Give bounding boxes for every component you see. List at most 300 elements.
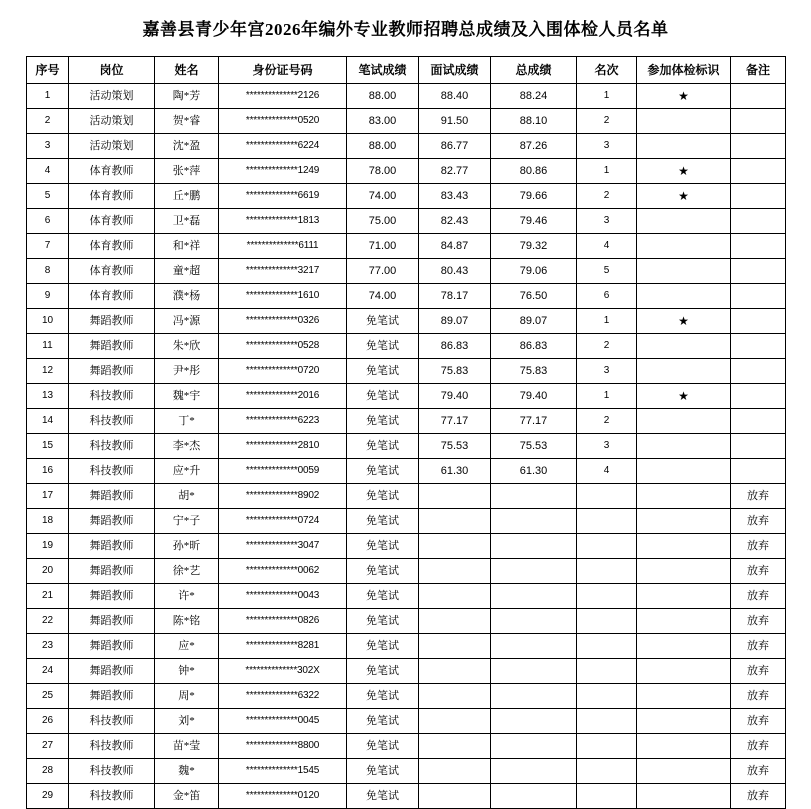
cell-remark: 放弃: [731, 784, 786, 809]
cell-interview-score: [419, 509, 491, 534]
cell-post: 舞蹈教师: [69, 684, 155, 709]
cell-written-score: 免笔试: [347, 609, 419, 634]
cell-remark: [731, 259, 786, 284]
cell-name: 钟*: [155, 659, 219, 684]
cell-seq: 22: [27, 609, 69, 634]
cell-id-number: **************8902: [219, 484, 347, 509]
cell-name: 宁*子: [155, 509, 219, 534]
cell-name: 徐*艺: [155, 559, 219, 584]
cell-remark: [731, 159, 786, 184]
cell-interview-score: [419, 659, 491, 684]
cell-post: 舞蹈教师: [69, 509, 155, 534]
table-header-row: [27, 57, 786, 84]
cell-rank: [577, 759, 637, 784]
column-header-remark: 备注: [731, 57, 786, 84]
cell-total-score: [491, 634, 577, 659]
cell-name: 尹*彤: [155, 359, 219, 384]
cell-seq: 20: [27, 559, 69, 584]
cell-medical-mark: [637, 459, 731, 484]
cell-interview-score: 88.40: [419, 84, 491, 109]
cell-name: 陈*铭: [155, 609, 219, 634]
cell-rank: [577, 534, 637, 559]
cell-post: 科技教师: [69, 409, 155, 434]
cell-seq: 5: [27, 184, 69, 209]
cell-rank: [577, 584, 637, 609]
cell-written-score: 88.00: [347, 134, 419, 159]
cell-seq: 6: [27, 209, 69, 234]
cell-written-score: 免笔试: [347, 359, 419, 384]
cell-medical-mark: [637, 109, 731, 134]
cell-remark: [731, 384, 786, 409]
cell-rank: [577, 659, 637, 684]
cell-seq: 4: [27, 159, 69, 184]
cell-interview-score: [419, 634, 491, 659]
cell-name: 周*: [155, 684, 219, 709]
cell-id-number: **************1545: [219, 759, 347, 784]
cell-id-number: **************302X: [219, 659, 347, 684]
cell-remark: 放弃: [731, 759, 786, 784]
cell-written-score: 免笔试: [347, 659, 419, 684]
cell-written-score: 免笔试: [347, 559, 419, 584]
cell-id-number: **************3047: [219, 534, 347, 559]
cell-written-score: 免笔试: [347, 734, 419, 759]
cell-written-score: 免笔试: [347, 459, 419, 484]
cell-seq: 26: [27, 709, 69, 734]
cell-interview-score: 80.43: [419, 259, 491, 284]
table-row: [27, 334, 786, 359]
cell-name: 童*超: [155, 259, 219, 284]
cell-seq: 25: [27, 684, 69, 709]
cell-total-score: [491, 734, 577, 759]
cell-rank: 1: [577, 84, 637, 109]
cell-name: 魏*宇: [155, 384, 219, 409]
table-row: [27, 409, 786, 434]
cell-interview-score: 86.83: [419, 334, 491, 359]
cell-total-score: 79.66: [491, 184, 577, 209]
cell-remark: [731, 359, 786, 384]
cell-interview-score: [419, 534, 491, 559]
cell-written-score: 免笔试: [347, 434, 419, 459]
column-header-post: 岗位: [69, 57, 155, 84]
table-row: [27, 659, 786, 684]
cell-post: 活动策划: [69, 109, 155, 134]
cell-total-score: [491, 584, 577, 609]
table-row: [27, 559, 786, 584]
table-row: [27, 634, 786, 659]
cell-written-score: 免笔试: [347, 784, 419, 809]
cell-post: 体育教师: [69, 209, 155, 234]
cell-name: 陶*芳: [155, 84, 219, 109]
cell-seq: 13: [27, 384, 69, 409]
cell-post: 舞蹈教师: [69, 534, 155, 559]
table-row: [27, 309, 786, 334]
cell-remark: 放弃: [731, 509, 786, 534]
table-row: [27, 84, 786, 109]
cell-id-number: **************2126: [219, 84, 347, 109]
cell-remark: [731, 459, 786, 484]
cell-written-score: 免笔试: [347, 334, 419, 359]
cell-post: 科技教师: [69, 734, 155, 759]
cell-medical-mark: ★: [637, 384, 731, 409]
cell-medical-mark: [637, 784, 731, 809]
cell-rank: 5: [577, 259, 637, 284]
cell-name: 丘*鹏: [155, 184, 219, 209]
cell-written-score: 免笔试: [347, 534, 419, 559]
cell-medical-mark: [637, 634, 731, 659]
table-row: [27, 109, 786, 134]
cell-rank: [577, 734, 637, 759]
cell-total-score: 75.83: [491, 359, 577, 384]
cell-rank: 3: [577, 134, 637, 159]
cell-name: 李*杰: [155, 434, 219, 459]
cell-post: 舞蹈教师: [69, 584, 155, 609]
cell-total-score: 88.10: [491, 109, 577, 134]
cell-medical-mark: [637, 409, 731, 434]
cell-seq: 18: [27, 509, 69, 534]
cell-interview-score: [419, 609, 491, 634]
cell-medical-mark: [637, 734, 731, 759]
cell-total-score: 79.46: [491, 209, 577, 234]
cell-seq: 7: [27, 234, 69, 259]
cell-medical-mark: [637, 534, 731, 559]
cell-total-score: 89.07: [491, 309, 577, 334]
table-row: [27, 384, 786, 409]
cell-remark: [731, 209, 786, 234]
table-row: [27, 484, 786, 509]
cell-medical-mark: [637, 559, 731, 584]
cell-id-number: **************0120: [219, 784, 347, 809]
cell-remark: 放弃: [731, 709, 786, 734]
cell-rank: 1: [577, 309, 637, 334]
cell-seq: 14: [27, 409, 69, 434]
cell-remark: [731, 234, 786, 259]
cell-written-score: 免笔试: [347, 409, 419, 434]
cell-id-number: **************1813: [219, 209, 347, 234]
cell-post: 科技教师: [69, 709, 155, 734]
cell-total-score: [491, 709, 577, 734]
cell-post: 体育教师: [69, 234, 155, 259]
cell-seq: 9: [27, 284, 69, 309]
cell-seq: 16: [27, 459, 69, 484]
cell-rank: [577, 509, 637, 534]
cell-post: 舞蹈教师: [69, 309, 155, 334]
cell-written-score: 免笔试: [347, 759, 419, 784]
cell-name: 丁*: [155, 409, 219, 434]
table-row: [27, 459, 786, 484]
cell-post: 体育教师: [69, 284, 155, 309]
cell-interview-score: [419, 784, 491, 809]
cell-interview-score: 89.07: [419, 309, 491, 334]
cell-remark: 放弃: [731, 609, 786, 634]
table-row: [27, 234, 786, 259]
cell-total-score: [491, 684, 577, 709]
cell-interview-score: [419, 684, 491, 709]
cell-written-score: 74.00: [347, 184, 419, 209]
table-row: [27, 434, 786, 459]
cell-post: 活动策划: [69, 134, 155, 159]
cell-total-score: 79.32: [491, 234, 577, 259]
cell-medical-mark: ★: [637, 184, 731, 209]
cell-id-number: **************2016: [219, 384, 347, 409]
cell-rank: [577, 559, 637, 584]
cell-post: 科技教师: [69, 459, 155, 484]
cell-name: 沈*盈: [155, 134, 219, 159]
cell-rank: 2: [577, 334, 637, 359]
cell-remark: [731, 134, 786, 159]
cell-medical-mark: [637, 134, 731, 159]
cell-written-score: 71.00: [347, 234, 419, 259]
cell-medical-mark: ★: [637, 84, 731, 109]
cell-rank: 3: [577, 359, 637, 384]
cell-name: 朱*欣: [155, 334, 219, 359]
column-header-rank: 名次: [577, 57, 637, 84]
cell-name: 孙*昕: [155, 534, 219, 559]
cell-id-number: **************0724: [219, 509, 347, 534]
cell-interview-score: 82.77: [419, 159, 491, 184]
cell-id-number: **************1249: [219, 159, 347, 184]
cell-total-score: [491, 759, 577, 784]
cell-seq: 24: [27, 659, 69, 684]
column-header-written: 笔试成绩: [347, 57, 419, 84]
cell-medical-mark: [637, 609, 731, 634]
cell-seq: 2: [27, 109, 69, 134]
cell-medical-mark: [637, 484, 731, 509]
cell-written-score: 免笔试: [347, 309, 419, 334]
page-title: 嘉善县青少年宫2026年编外专业教师招聘总成绩及入围体检人员名单: [142, 20, 669, 39]
cell-written-score: 75.00: [347, 209, 419, 234]
cell-written-score: 免笔试: [347, 684, 419, 709]
cell-rank: 2: [577, 409, 637, 434]
cell-total-score: 76.50: [491, 284, 577, 309]
cell-rank: [577, 684, 637, 709]
cell-name: 胡*: [155, 484, 219, 509]
cell-remark: [731, 184, 786, 209]
cell-name: 卫*磊: [155, 209, 219, 234]
table-row: [27, 709, 786, 734]
cell-remark: 放弃: [731, 659, 786, 684]
cell-total-score: [491, 659, 577, 684]
table-row: [27, 159, 786, 184]
cell-seq: 19: [27, 534, 69, 559]
cell-written-score: 74.00: [347, 284, 419, 309]
cell-seq: 11: [27, 334, 69, 359]
cell-medical-mark: [637, 284, 731, 309]
table-row: [27, 684, 786, 709]
cell-seq: 29: [27, 784, 69, 809]
cell-remark: [731, 109, 786, 134]
cell-name: 冯*源: [155, 309, 219, 334]
column-header-name: 姓名: [155, 57, 219, 84]
cell-id-number: **************0062: [219, 559, 347, 584]
cell-written-score: 78.00: [347, 159, 419, 184]
cell-rank: [577, 634, 637, 659]
cell-name: 刘*: [155, 709, 219, 734]
cell-id-number: **************0045: [219, 709, 347, 734]
cell-post: 体育教师: [69, 184, 155, 209]
cell-medical-mark: [637, 684, 731, 709]
cell-remark: 放弃: [731, 684, 786, 709]
cell-total-score: 87.26: [491, 134, 577, 159]
cell-interview-score: 61.30: [419, 459, 491, 484]
cell-interview-score: 91.50: [419, 109, 491, 134]
cell-seq: 28: [27, 759, 69, 784]
cell-rank: 3: [577, 209, 637, 234]
cell-name: 应*升: [155, 459, 219, 484]
cell-written-score: 77.00: [347, 259, 419, 284]
cell-written-score: 免笔试: [347, 509, 419, 534]
table-row: [27, 209, 786, 234]
column-header-interview: 面试成绩: [419, 57, 491, 84]
cell-id-number: **************6111: [219, 234, 347, 259]
table-row: [27, 784, 786, 809]
cell-remark: [731, 334, 786, 359]
cell-seq: 3: [27, 134, 69, 159]
table-row: [27, 184, 786, 209]
cell-post: 舞蹈教师: [69, 659, 155, 684]
column-header-seq: 序号: [27, 57, 69, 84]
cell-interview-score: 86.77: [419, 134, 491, 159]
cell-seq: 10: [27, 309, 69, 334]
cell-medical-mark: [637, 759, 731, 784]
cell-rank: 1: [577, 384, 637, 409]
cell-remark: 放弃: [731, 534, 786, 559]
cell-id-number: **************0826: [219, 609, 347, 634]
cell-interview-score: 75.83: [419, 359, 491, 384]
cell-total-score: [491, 609, 577, 634]
cell-remark: [731, 409, 786, 434]
cell-medical-mark: [637, 209, 731, 234]
cell-post: 舞蹈教师: [69, 359, 155, 384]
cell-remark: [731, 434, 786, 459]
cell-name: 应*: [155, 634, 219, 659]
cell-post: 体育教师: [69, 259, 155, 284]
cell-total-score: [491, 559, 577, 584]
cell-interview-score: 84.87: [419, 234, 491, 259]
cell-total-score: 79.06: [491, 259, 577, 284]
table-row: [27, 534, 786, 559]
cell-post: 活动策划: [69, 84, 155, 109]
cell-post: 舞蹈教师: [69, 334, 155, 359]
cell-written-score: 免笔试: [347, 709, 419, 734]
cell-total-score: 88.24: [491, 84, 577, 109]
cell-id-number: **************0528: [219, 334, 347, 359]
cell-interview-score: [419, 734, 491, 759]
table-row: [27, 584, 786, 609]
cell-id-number: **************6322: [219, 684, 347, 709]
cell-id-number: **************0326: [219, 309, 347, 334]
cell-id-number: **************3217: [219, 259, 347, 284]
cell-post: 科技教师: [69, 434, 155, 459]
cell-written-score: 83.00: [347, 109, 419, 134]
cell-seq: 17: [27, 484, 69, 509]
cell-post: 科技教师: [69, 759, 155, 784]
cell-post: 体育教师: [69, 159, 155, 184]
cell-written-score: 88.00: [347, 84, 419, 109]
cell-interview-score: 78.17: [419, 284, 491, 309]
cell-medical-mark: [637, 259, 731, 284]
column-header-total: 总成绩: [491, 57, 577, 84]
cell-post: 舞蹈教师: [69, 609, 155, 634]
cell-id-number: **************1610: [219, 284, 347, 309]
cell-rank: [577, 709, 637, 734]
cell-interview-score: 83.43: [419, 184, 491, 209]
cell-id-number: **************0720: [219, 359, 347, 384]
cell-seq: 12: [27, 359, 69, 384]
cell-medical-mark: [637, 659, 731, 684]
column-header-id: 身份证号码: [219, 57, 347, 84]
cell-rank: 1: [577, 159, 637, 184]
cell-name: 张*萍: [155, 159, 219, 184]
cell-rank: 6: [577, 284, 637, 309]
cell-rank: [577, 784, 637, 809]
cell-rank: 3: [577, 434, 637, 459]
table-row: [27, 359, 786, 384]
cell-seq: 15: [27, 434, 69, 459]
column-header-medical: 参加体检标识: [637, 57, 731, 84]
cell-interview-score: [419, 484, 491, 509]
cell-id-number: **************2810: [219, 434, 347, 459]
cell-seq: 21: [27, 584, 69, 609]
cell-interview-score: [419, 709, 491, 734]
cell-total-score: [491, 509, 577, 534]
table-row: [27, 509, 786, 534]
cell-seq: 1: [27, 84, 69, 109]
cell-total-score: 61.30: [491, 459, 577, 484]
cell-name: 金*笛: [155, 784, 219, 809]
cell-id-number: **************6619: [219, 184, 347, 209]
cell-total-score: 75.53: [491, 434, 577, 459]
cell-total-score: 79.40: [491, 384, 577, 409]
cell-medical-mark: [637, 359, 731, 384]
cell-total-score: 80.86: [491, 159, 577, 184]
cell-total-score: [491, 784, 577, 809]
cell-medical-mark: [637, 709, 731, 734]
cell-id-number: **************0043: [219, 584, 347, 609]
cell-total-score: 86.83: [491, 334, 577, 359]
cell-medical-mark: [637, 234, 731, 259]
cell-id-number: **************6223: [219, 409, 347, 434]
table-row: [27, 609, 786, 634]
cell-id-number: **************0059: [219, 459, 347, 484]
cell-remark: 放弃: [731, 734, 786, 759]
cell-written-score: 免笔试: [347, 584, 419, 609]
cell-total-score: [491, 534, 577, 559]
cell-name: 濮*杨: [155, 284, 219, 309]
cell-total-score: 77.17: [491, 409, 577, 434]
table-row: [27, 134, 786, 159]
cell-interview-score: [419, 559, 491, 584]
cell-id-number: **************8800: [219, 734, 347, 759]
cell-written-score: 免笔试: [347, 384, 419, 409]
cell-name: 贺*睿: [155, 109, 219, 134]
cell-remark: [731, 284, 786, 309]
cell-interview-score: [419, 584, 491, 609]
cell-remark: 放弃: [731, 484, 786, 509]
table-body: [27, 84, 786, 809]
cell-rank: 2: [577, 109, 637, 134]
cell-remark: [731, 84, 786, 109]
cell-seq: 27: [27, 734, 69, 759]
cell-name: 许*: [155, 584, 219, 609]
cell-remark: 放弃: [731, 584, 786, 609]
cell-post: 舞蹈教师: [69, 484, 155, 509]
cell-interview-score: 82.43: [419, 209, 491, 234]
cell-rank: 4: [577, 234, 637, 259]
cell-interview-score: 75.53: [419, 434, 491, 459]
cell-name: 和*祥: [155, 234, 219, 259]
cell-post: 科技教师: [69, 784, 155, 809]
cell-id-number: **************6224: [219, 134, 347, 159]
